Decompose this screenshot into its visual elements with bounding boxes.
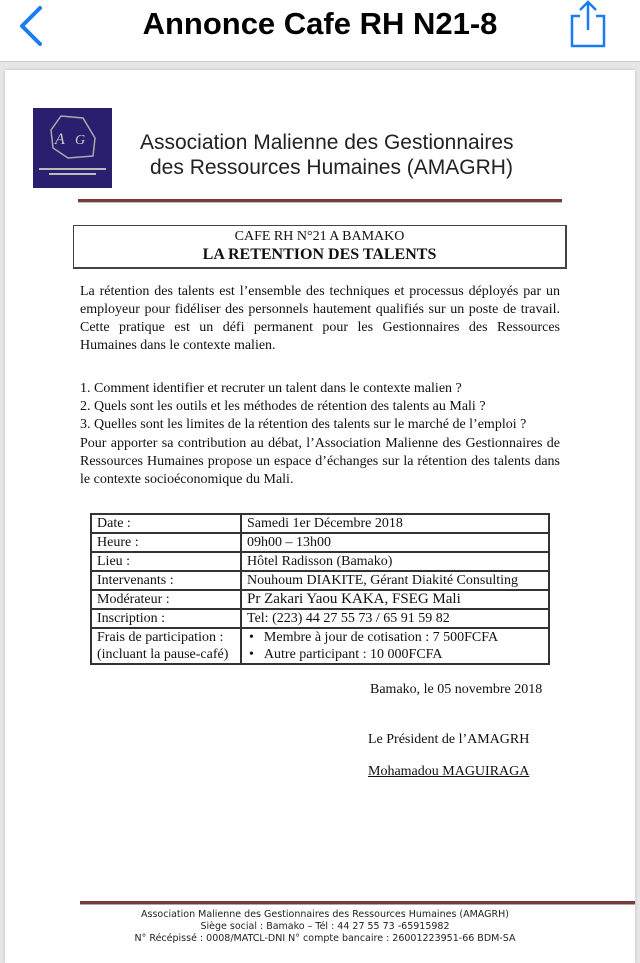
fees-label: Frais de participation : — [97, 630, 224, 645]
share-icon — [566, 0, 610, 50]
row-value: Pr Zakari Yaou KAKA, FSEG Mali — [241, 590, 549, 609]
footer-line: N° Récépissé : 0008/MATCL-DNI N° compte bancaire : 26001223951-66 BDM-SA — [134, 933, 516, 944]
event-subtitle: CAFE RH N°21 A BAMAKO — [234, 229, 405, 244]
row-value: Hôtel Radisson (Bamako) — [241, 552, 549, 571]
row-label: Date : — [91, 514, 241, 533]
president-title: Le Président de l’AMAGRH — [368, 732, 530, 747]
row-value: Samedi 1er Décembre 2018 — [241, 514, 549, 533]
event-title: LA RETENTION DES TALENTS — [202, 246, 437, 263]
question: 1. Comment identifier et recruter un talent dans le contexte malien ? — [80, 381, 462, 396]
signatory-name: Mohamadou MAGUIRAGA — [368, 764, 530, 779]
intro-paragraph: La rétention des talents est l’ensemble des techniques et processus déployés par un employeur pour fidéliser des personnels hautement qualifiés sur un poste de travail. Cette pratique est un défi permanent pour les Gestionnaires des Ressources Humaines dans le contexte malien. — [80, 284, 560, 353]
table-row — [91, 552, 549, 571]
svg-text:A: A — [55, 131, 65, 148]
footer — [80, 909, 570, 945]
fee-item: • Membre à jour de cotisation : 7 500FCFA — [247, 629, 543, 646]
event-title-box — [73, 225, 567, 269]
document-title: Annonce Cafe RH N21-8 — [142, 6, 498, 41]
table-row — [91, 533, 549, 552]
table-row — [91, 609, 549, 628]
footer-divider — [80, 901, 635, 905]
svg-text:G: G — [75, 133, 86, 148]
table-row — [91, 590, 549, 609]
nav-bar — [0, 0, 640, 62]
share-button[interactable] — [566, 0, 610, 50]
row-label: Intervenants : — [91, 571, 241, 590]
table-row-fees — [91, 628, 549, 664]
contribution-paragraph: Pour apporter sa contribution au débat, l’Association Malienne des Gestionnaires de Ressources Humaines propose un espace d’échanges sur la rétention des talents dans le contexte socioéconomique du Mali. — [80, 436, 560, 487]
table-row — [91, 514, 549, 533]
header-divider — [78, 199, 562, 203]
row-label — [91, 628, 241, 664]
fee-item: • Autre participant : 10 000FCFA — [247, 646, 543, 663]
footer-line: Association Malienne des Gestionnaires des Ressources Humaines (AMAGRH) — [141, 909, 509, 920]
question: 2. Quels sont les outils et les méthodes de rétention des talents au Mali ? — [80, 399, 486, 414]
row-value: Nouhoum DIAKITE, Gérant Diakité Consulting — [241, 571, 549, 590]
footer-line: Siège social : Bamako – Tél : 44 27 55 73 -65915982 — [200, 921, 450, 932]
document-page — [5, 70, 635, 963]
org-line-1: Association Malienne des Gestionnaires — [140, 131, 514, 154]
row-label: Heure : — [91, 533, 241, 552]
amagrh-logo — [33, 108, 112, 188]
row-label: Inscription : — [91, 609, 241, 628]
row-value — [241, 628, 549, 664]
org-line-2: des Ressources Humaines (AMAGRH) — [150, 156, 513, 179]
fees-note: (incluant la pause-café) — [97, 647, 229, 662]
row-value: Tel: (223) 44 27 55 73 / 65 91 59 82 — [241, 609, 549, 628]
organization-name — [140, 130, 514, 180]
question: 3. Quelles sont les limites de la rétention des talents sur le marché de l’emploi ? — [80, 417, 527, 432]
row-value: 09h00 – 13h00 — [241, 533, 549, 552]
table-row — [91, 571, 549, 590]
row-label: Lieu : — [91, 552, 241, 571]
questions-list — [80, 380, 570, 434]
event-details-table — [90, 513, 550, 665]
date-line: Bamako, le 05 novembre 2018 — [370, 682, 543, 697]
row-label: Modérateur : — [91, 590, 241, 609]
